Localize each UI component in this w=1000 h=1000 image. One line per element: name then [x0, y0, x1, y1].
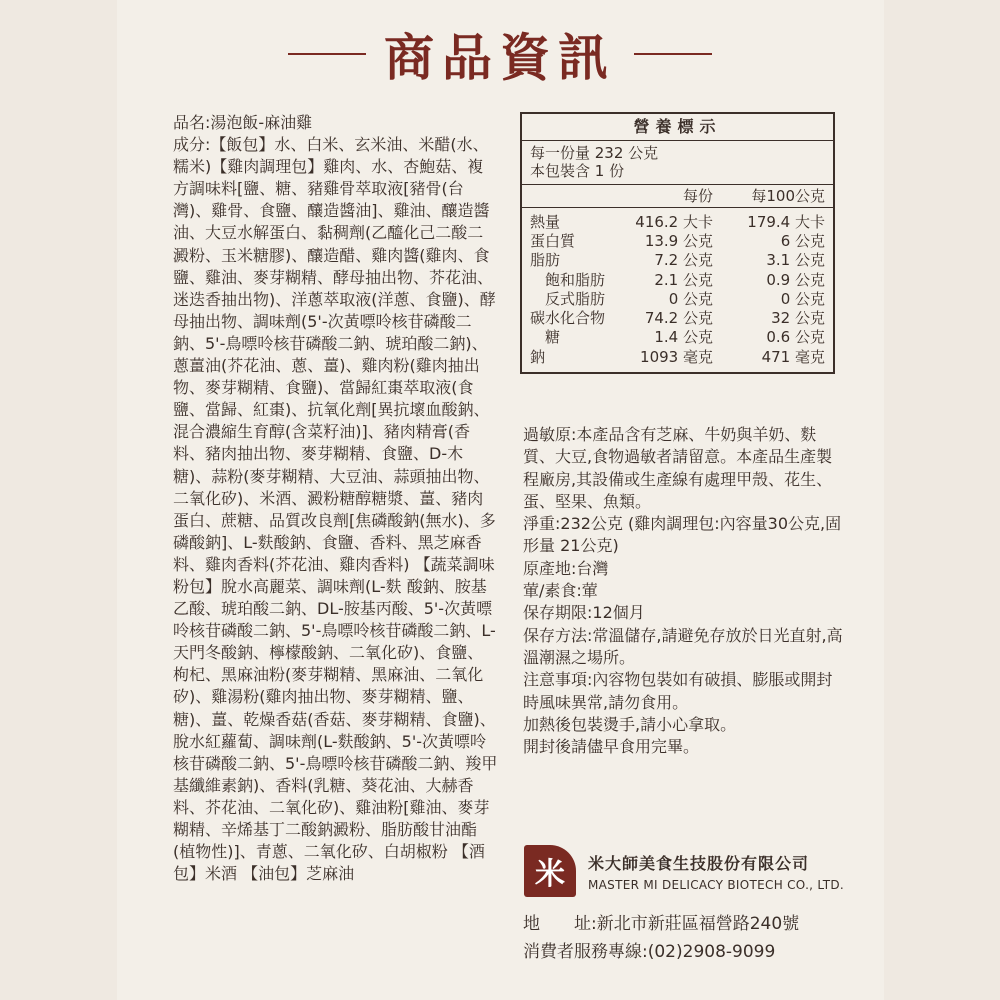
storage-method: 保存方法:常溫儲存,請避免存放於日光直射,高溫潮濕之場所。 — [523, 625, 843, 667]
ingredients-column — [173, 112, 498, 885]
nutrient-per-100g: 179.4 大卡 — [747, 212, 825, 231]
nutrition-title: 營養標示 — [522, 114, 833, 141]
title-left-rule — [288, 53, 366, 55]
nutrition-table — [520, 112, 835, 374]
nutrition-row — [522, 212, 833, 231]
consume-notice: 開封後請儘早食用完畢。 — [523, 737, 700, 757]
nutrition-rows — [522, 208, 833, 366]
company-name-zh: 米大師美食生技股份有限公司 — [588, 853, 810, 873]
caution-notice: 注意事項:內容物包裝如有破損、膨脹或開封時風味異常,請勿食用。 — [523, 670, 833, 712]
diet-type: 葷/素食:葷 — [523, 581, 598, 601]
nutrient-per-100g: 0.6 公克 — [766, 328, 825, 347]
nutrition-serving — [522, 141, 833, 185]
serving-size: 每一份量 232 公克 — [530, 144, 659, 162]
nutrient-per-serving: 74.2 公克 — [644, 309, 713, 328]
ingredients-text: 成分:【飯包】水、白米、玄米油、米醋(水、糯米)【雞肉調理包】雞肉、水、杏鮑菇、複方調味料[鹽、糖、豬雞骨萃取液[豬骨(台灣)、雞骨、食鹽、釀造醬油]、雞油、釀造醬油、大豆水解蛋白、黏稠劑(乙醯化己二酸二澱粉、玉米糖膠)、釀造醋、雞肉醬(雞肉、食鹽、雞油、麥芽糊精、酵母抽出物、芥花油、迷迭香抽出物)、洋蔥萃取液(洋蔥、食鹽)、酵母抽出物、調味劑(5'-次黃嘌呤核苷磷酸二鈉、5'-鳥嘌呤核苷磷酸二鈉、琥珀酸二鈉)、蔥薑油(芥花油、蔥、薑)、雞肉粉(雞肉抽出物、麥芽糊精、食鹽)、當歸紅棗萃取液(食鹽、當歸、紅棗)、抗氧化劑[異抗壞血酸鈉、混合濃縮生育醇(含菜籽油)]、豬肉精膏(香料、豬肉抽出物、麥芽糊精、食鹽、D-木糖)、蒜粉(麥芽糊精、大豆油、蒜頭抽出物、二氧化矽)、米酒、澱粉糖醇糖漿、薑、豬肉蛋白、蔗糖、品質改良劑[焦磷酸鈉(無水)、多磷酸鈉]、L-麩酸鈉、食鹽、香料、黑芝麻香料、雞肉香料(芥花油、雞肉香料) 【蔬菜調味粉包】脫水高麗菜、調味劑(L-麩 酸鈉、胺基乙酸、琥珀酸二鈉、DL-胺基丙酸、5'-次黃嘌呤核苷磷酸二鈉、5'-鳥嘌呤核苷磷酸二鈉、L-天門冬酸鈉、檸檬酸鈉、二氧化矽)、食鹽、枸杞、黑麻油粉(麥芽糊精、黑麻油、二氧化矽)、雞湯粉(雞肉抽出物、麥芽糊精、鹽、糖)、薑、乾燥香菇(香菇、麥芽糊精、食鹽)、脫水紅蘿蔔、調味劑(L-麩酸鈉、5'-次黃嘌呤核苷磷酸二鈉、5'-鳥嘌呤核苷磷酸二鈉、羧甲基纖維素鈉)、香料(乳糖、葵花油、大赫香料、芥花油、二氧化矽)、雞油粉[雞油、麥芽糊精、辛烯基丁二酸鈉澱粉、脂肪酸甘油酯(植物性)]、青蔥、二氧化矽、白胡椒粉 【酒包】米酒 【油包】芝麻油 — [173, 135, 498, 884]
nutrient-per-serving: 0 公克 — [668, 289, 713, 308]
net-weight: 淨重:232公克 (雞肉調理包:內容量30公克,固形量 21公克) — [523, 514, 842, 556]
company-address: 地 址:新北市新莊區福營路240號 — [523, 914, 800, 934]
nutrient-name: 碳水化合物 — [530, 309, 606, 328]
per-serving-header: 每份 — [682, 187, 713, 205]
nutrient-per-serving: 416.2 大卡 — [635, 212, 713, 231]
nutrition-row — [522, 347, 833, 366]
nutrient-per-100g: 6 公克 — [780, 231, 825, 250]
nutrient-per-serving: 7.2 公克 — [654, 251, 713, 270]
page-title: 商品資訊 — [384, 28, 616, 87]
nutrition-row — [522, 289, 833, 308]
nutrition-row — [522, 231, 833, 250]
company-block — [524, 845, 844, 897]
nutrition-header — [522, 185, 833, 208]
nutrient-name: 反式脂肪 — [530, 289, 606, 308]
service-phone: 消費者服務專線:(02)2908-9099 — [523, 942, 776, 962]
nutrient-name: 蛋白質 — [530, 231, 576, 250]
servings-per-pack: 本包裝含 1 份 — [530, 162, 625, 180]
title-right-rule — [634, 53, 712, 55]
nutrient-per-serving: 1.4 公克 — [654, 328, 713, 347]
nutrient-per-100g: 471 毫克 — [761, 347, 825, 366]
nutrient-name: 糖 — [530, 328, 561, 347]
nutrient-name: 熱量 — [530, 212, 561, 231]
nutrient-per-100g: 3.1 公克 — [766, 251, 825, 270]
product-name: 品名:湯泡飯-麻油雞 — [173, 113, 313, 132]
nutrient-per-100g: 0 公克 — [780, 289, 825, 308]
nutrition-row — [522, 270, 833, 289]
heating-notice: 加熱後包裝燙手,請小心拿取。 — [523, 714, 737, 734]
shelf-life: 保存期限:12個月 — [523, 603, 645, 623]
nutrient-per-serving: 2.1 公克 — [654, 270, 713, 289]
per-100g-header: 每100公克 — [751, 187, 825, 205]
nutrient-per-serving: 1093 毫克 — [640, 347, 713, 366]
contact-block — [523, 910, 799, 966]
allergen-info: 過敏原:本產品含有芝麻、牛奶與羊奶、麩質、大豆,食物過敏者請留意。本產品生產製程廠房,其設備或生產線有處理甲殼、花生、蛋、堅果、魚類。 — [523, 425, 833, 511]
nutrient-per-100g: 0.9 公克 — [766, 270, 825, 289]
origin: 原產地:台灣 — [523, 558, 609, 578]
nutrient-per-serving: 13.9 公克 — [644, 231, 713, 250]
nutrient-name: 脂肪 — [530, 251, 561, 270]
nutrient-per-100g: 32 公克 — [771, 309, 825, 328]
nutrition-row — [522, 251, 833, 270]
nutrient-name: 飽和脂肪 — [530, 270, 606, 289]
product-details — [523, 424, 843, 758]
company-name-en: MASTER MI DELICACY BIOTECH CO., LTD. — [588, 877, 845, 892]
nutrition-row — [522, 328, 833, 347]
nutrition-row — [522, 308, 833, 327]
title-row — [290, 18, 710, 90]
company-names — [588, 851, 844, 892]
company-logo: 米 — [524, 845, 576, 897]
nutrient-name: 鈉 — [530, 347, 546, 366]
